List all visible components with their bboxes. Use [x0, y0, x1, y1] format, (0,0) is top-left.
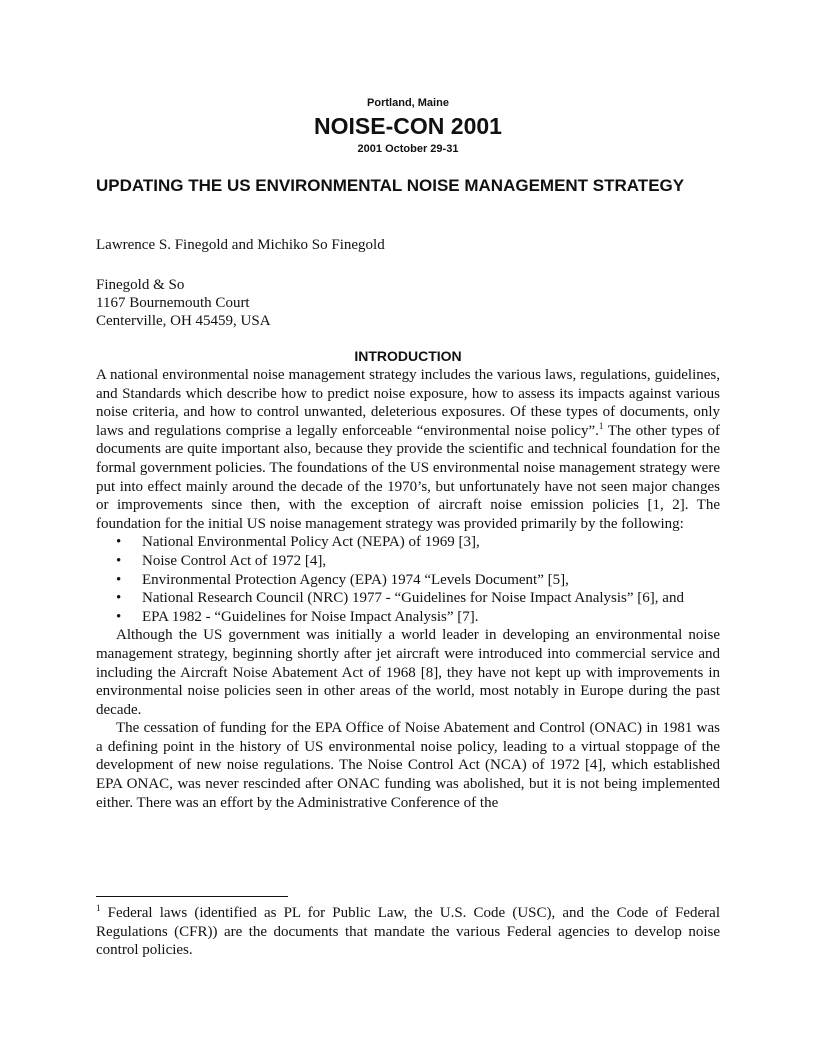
bullet-icon: • — [116, 608, 122, 625]
list-item-text: EPA 1982 - “Guidelines for Noise Impact Analysis” [7]. — [142, 608, 479, 625]
conference-location: Portland, Maine — [367, 97, 449, 109]
list-item — [116, 608, 720, 627]
paper-page — [96, 0, 720, 1056]
list-item-text: National Research Council (NRC) 1977 - “Guidelines for Noise Impact Analysis” [6], and — [142, 590, 684, 607]
bullet-icon: • — [116, 571, 122, 588]
list-item — [116, 552, 720, 571]
list-item-text: Environmental Protection Agency (EPA) 1974 “Levels Document” [5], — [142, 571, 569, 588]
conference-dates: 2001 October 29-31 — [357, 143, 459, 155]
paper-title: UPDATING THE US ENVIRONMENTAL NOISE MANAGEMENT STRATEGY — [96, 176, 685, 195]
intro-paragraph-1-text-a: A national environmental noise management strategy includes the various laws, regulations, guidelines, and Standards which describe how to predict noise exposure, how to assess its impacts against various noise criteria, and how to control unwanted, deleterious exposures. Of these types of documents, only laws and regulations comprise a legally enforceable “environmental noise policy”. — [96, 367, 720, 439]
footnote — [96, 904, 720, 960]
list-item — [116, 533, 720, 552]
list-item — [116, 571, 720, 590]
foundation-list — [96, 533, 720, 626]
conference-name: NOISE-CON 2001 — [314, 113, 502, 139]
affiliation-street: 1167 Bournemouth Court — [96, 295, 250, 311]
affiliation-city: Centerville, OH 45459, USA — [96, 313, 271, 329]
bullet-icon: • — [116, 590, 122, 607]
list-item — [116, 589, 720, 608]
intro-paragraph-2: Although the US government was initially a world leader in developing an environmental noise management strategy, beginning shortly after jet aircraft were introduced into commercial service and including the Aircraft Noise Abatement Act of 1968 [8], they have not kept up with improvements in environmental noise policies seen in other areas of the world, most notably in Europe during the past decade. — [96, 627, 720, 718]
introduction-heading: INTRODUCTION — [354, 348, 462, 364]
footnote-marker: 1 — [96, 903, 101, 913]
author-affiliation — [96, 276, 271, 330]
affiliation-org: Finegold & So — [96, 277, 185, 293]
intro-paragraph-1 — [96, 366, 720, 533]
intro-paragraph-3: The cessation of funding for the EPA Office of Noise Abatement and Control (ONAC) in 1981 was a defining point in the history of US environmental noise policy, leading to a virtual stoppage of the development of new noise regulations. The Noise Control Act (NCA) of 1972 [4], which established EPA ONAC, was never rescinded after ONAC funding was abolished, but it is not being implemented either. There was an effort by the Administrative Conference of the — [96, 720, 720, 811]
list-item-text: Noise Control Act of 1972 [4], — [142, 552, 327, 569]
introduction-body — [96, 366, 720, 812]
bullet-icon: • — [116, 534, 122, 551]
footnote-reference: 1 — [598, 420, 604, 431]
footnote-divider — [96, 896, 288, 897]
intro-paragraph-1-text-b: The other types of documents are quite important also, because they provide the scientific and technical foundation for the formal government policies. The foundations of the US environmental noise management strategy were put into effect mainly around the decade of the 1970’s, but unfortunately have not seen major changes or improvements since then, with the exception of aircraft noise emission policies [1, 2]. The foundation for the initial US noise management strategy was provided primarily by the following: — [96, 422, 720, 532]
bullet-icon: • — [116, 552, 122, 569]
paper-authors: Lawrence S. Finegold and Michiko So Finegold — [96, 237, 385, 253]
footnote-text: Federal laws (identified as PL for Public Law, the U.S. Code (USC), and the Code of Federal Regulations (CFR)) are the documents that mandate the various Federal agencies to develop noise control policies. — [96, 905, 720, 959]
list-item-text: National Environmental Policy Act (NEPA) of 1969 [3], — [142, 534, 480, 551]
